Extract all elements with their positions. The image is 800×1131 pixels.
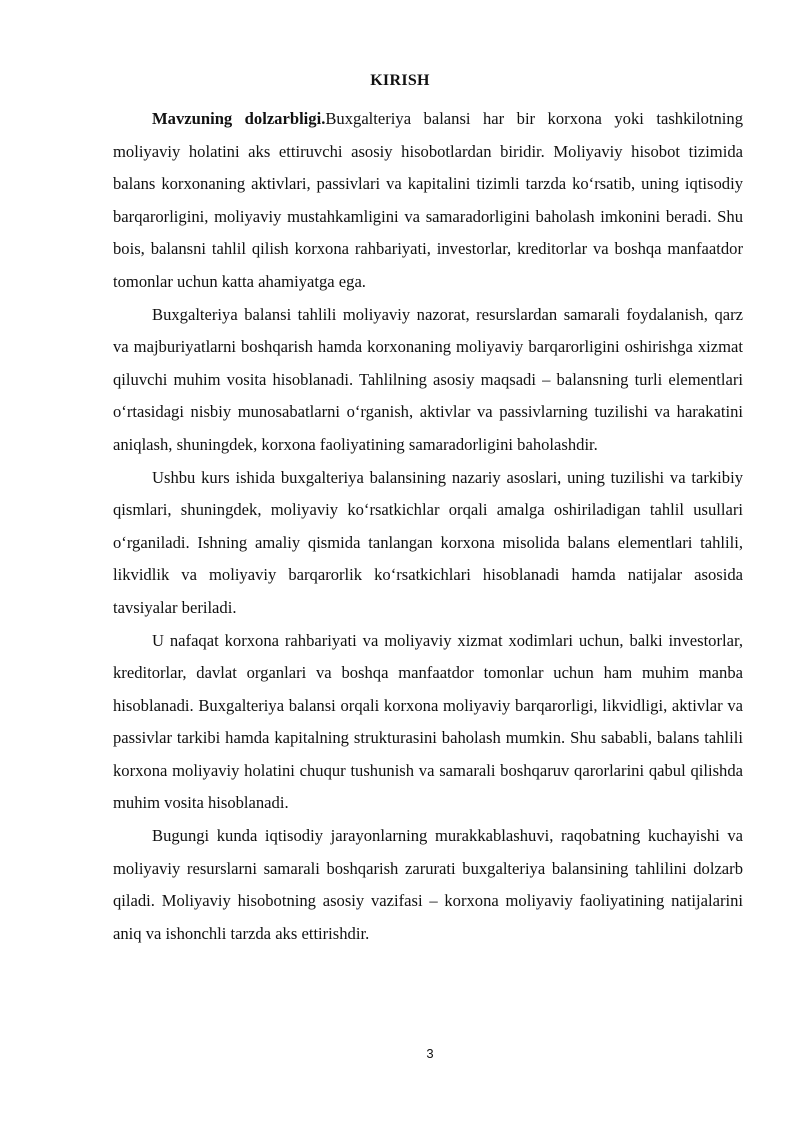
- page-number: 3: [426, 1046, 434, 1061]
- lead-term: Mavzuning dolzarbligi.: [152, 109, 326, 128]
- paragraph-text: Buxgalteriya balansi har bir korxona yoki tashkilotning moliyaviy holatini aks ettiruvchi asosiy hisobotlardan biridir. Moliyaviy hisobot tizimida balans korxonaning aktivlari, passivlari va kapitalini tizimli tarzda ko‘rsatib, uning iqtisodiy barqarorligini, moliyaviy mustahkamligini va samaradorligini baholash imkonini beradi. Shu bois, balansni tahlil qilish korxona rahbariyati, investorlar, kreditorlar va boshqa manfaatdor tomonlar uchun katta ahamiyatga ega.: [113, 109, 744, 291]
- paragraph: Ushbu kurs ishida buxgalteriya balansining nazariy asoslari, uning tuzilishi va tarkibiy qismlari, shuningdek, moliyaviy ko‘rsatkichlar orqali amalga oshiriladigan tahlil usullari o‘rganiladi. Ishning amaliy qismida tanlangan korxona misolida balans elementlari tahlili, likvidlik va moliyaviy barqarorlik ko‘rsatkichlari hisoblanadi hamda natijalar asosida tavsiyalar beriladi.: [113, 467, 743, 617]
- section-title: KIRISH: [370, 72, 430, 89]
- document-body: [113, 103, 743, 950]
- paragraph: U nafaqat korxona rahbariyati va moliyaviy xizmat xodimlari uchun, balki investorlar, kreditorlar, davlat organlari va boshqa manfaatdor tomonlar uchun ham muhim manba hisoblanadi. Buxgalteriya balansi orqali korxona moliyaviy barqarorligi, likvidligi, aktivlar va passivlar tarkibi hamda kapitalning strukturasini baholash mumkin. Shu sababli, balans tahlili korxona moliyaviy holatini chuqur tushunish va samarali boshqaruv qarorlarini qabul qilishda muhim vosita hisoblanadi.: [113, 630, 743, 813]
- paragraph: [113, 103, 743, 299]
- paragraph: Bugungi kunda iqtisodiy jarayonlarning murakkablashuvi, raqobatning kuchayishi va moliyaviy resurslarni samarali boshqarish zarurati buxgalteriya balansining tahlilini dolzarb qiladi. Moliyaviy hisobotning asosiy vazifasi – korxona moliyaviy faoliyatining natijalarini aniq va ishonchli tarzda aks ettirishdir.: [113, 826, 743, 943]
- paragraph: Buxgalteriya balansi tahlili moliyaviy nazorat, resurslardan samarali foydalanish, qarz va majburiyatlarni boshqarish hamda korxonaning moliyaviy barqarorligini oshirishga xizmat qiluvchi muhim vosita hisoblanadi. Tahlilning asosiy maqsadi – balansning turli elementlari o‘rtasidagi nisbiy munosabatlarni o‘rganish, aktivlar va passivlarning tuzilishi va harakatini aniqlash, shuningdek, korxona faoliyatining samaradorligini baholashdir.: [113, 304, 743, 454]
